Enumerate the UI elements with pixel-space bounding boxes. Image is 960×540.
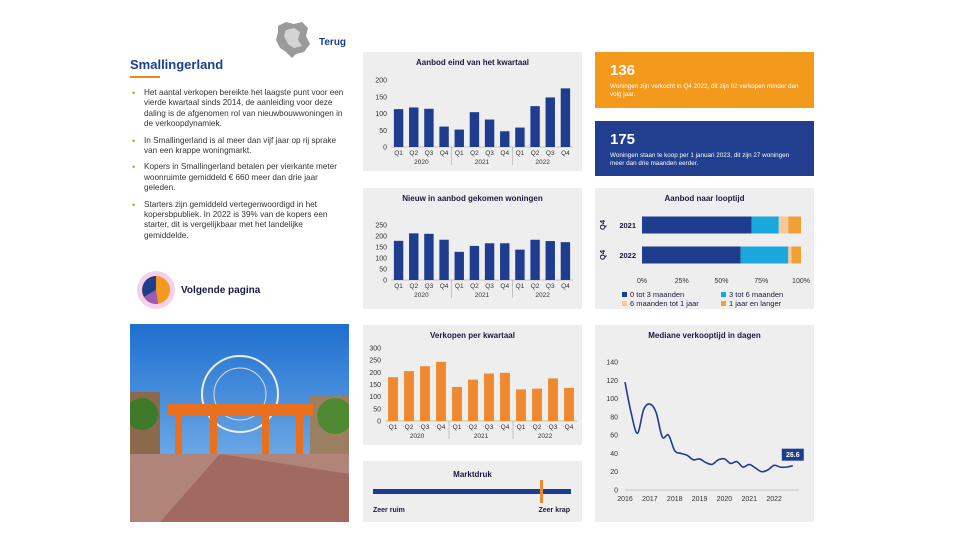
x-tick-label: Q2 — [468, 424, 478, 431]
stacked-bar-segment — [642, 247, 741, 264]
chart-verkopen — [363, 325, 582, 445]
y-tick-label: 50 — [379, 266, 387, 274]
x-tick-label: Q2 — [409, 150, 419, 157]
stacked-bar-segment — [791, 247, 801, 264]
x-group-label: 2020 — [414, 292, 429, 299]
chart-title-looptijd: Aanbod naar looptijd — [664, 194, 745, 203]
bar — [452, 387, 462, 421]
bar — [424, 234, 433, 280]
x-tick-label: Q2 — [470, 283, 479, 290]
x-tick-label: Q4 — [439, 150, 449, 157]
legend-item — [622, 290, 684, 299]
legend-swatch — [622, 292, 627, 297]
y-tick-label: 200 — [375, 77, 387, 85]
x-tick-label: Q3 — [548, 424, 558, 431]
bar — [516, 389, 526, 421]
x-tick-label: Q4 — [500, 283, 510, 290]
x-tick-label: Q4 — [561, 150, 570, 157]
x-tick-label: Q3 — [545, 150, 555, 157]
chart-title-aanbod: Aanbod eind van het kwartaal — [416, 58, 529, 67]
y-tick-label: 140 — [606, 359, 618, 367]
panel-aanbod — [363, 52, 582, 171]
x-tick-label: 25% — [674, 278, 689, 285]
quarter-label: Q4 — [598, 219, 607, 231]
kpi-te-koop-text: Woningen staan te koop per 1 januari 2023, dit zijn 27 woningen meer dan drie maanden eerder. — [610, 152, 790, 167]
y-tick-label: 100 — [375, 111, 387, 118]
stacked-bar-segment — [642, 217, 752, 234]
y-tick-label: 100 — [375, 255, 387, 263]
bullet-item: • Kopers in Smallingerland betalen per vierkante meter woonruimte gemiddeld € 660 meer dan drie jaar geleden. — [130, 162, 348, 193]
x-tick-label: Q1 — [388, 424, 398, 431]
x-tick-label: Q4 — [561, 283, 570, 290]
x-tick-label: Q2 — [530, 283, 540, 290]
marktdruk-right-label: Zeer krap — [538, 507, 570, 514]
panel-nieuw — [363, 188, 582, 309]
x-tick-label: 2019 — [691, 496, 708, 503]
title-underline — [130, 76, 160, 78]
x-group-label: 2022 — [535, 292, 550, 299]
series-line — [625, 382, 793, 472]
city-square-image — [130, 324, 349, 522]
x-tick-label: 50% — [714, 278, 729, 285]
x-tick-label: Q2 — [532, 424, 542, 431]
panel-verkooptijd — [595, 325, 814, 522]
panel-marktdruk — [363, 461, 582, 522]
y-tick-label: 0 — [614, 487, 618, 495]
next-page-label: Volgende pagina — [181, 285, 261, 296]
y-tick-label: 150 — [375, 244, 387, 252]
x-group-label: 2022 — [535, 159, 550, 166]
x-group-label: 2021 — [474, 159, 490, 166]
legend-swatch — [622, 301, 627, 306]
x-tick-label: Q3 — [484, 424, 494, 431]
last-value-label: 26.6 — [785, 452, 800, 460]
x-tick-label: Q3 — [424, 283, 434, 290]
bar — [455, 252, 464, 280]
bar — [500, 243, 509, 280]
x-tick-label: Q3 — [485, 150, 494, 157]
chart-title-verkopen: Verkopen per kwartaal — [430, 331, 515, 340]
y-tick-label: 0 — [383, 277, 387, 285]
bar — [532, 389, 542, 421]
y-tick-label: 80 — [610, 414, 618, 422]
x-group-label: 2021 — [474, 292, 490, 299]
y-tick-label: 50 — [379, 127, 387, 135]
y-tick-label: 60 — [610, 432, 618, 440]
bar — [500, 131, 509, 147]
x-tick-label: Q4 — [439, 283, 449, 290]
x-tick-label: Q3 — [485, 283, 494, 290]
bar — [548, 378, 558, 421]
x-tick-label: 2018 — [666, 496, 683, 503]
bar — [500, 373, 510, 421]
x-tick-label: Q1 — [452, 424, 462, 431]
legend-swatch — [721, 301, 726, 306]
x-tick-label: Q2 — [470, 150, 479, 157]
bar — [561, 88, 570, 147]
row-label: 2021 — [619, 221, 636, 230]
kpi-verkocht-text: Woningen zijn verkocht in Q4 2022, dit zijn 62 verkopen minder dan volg jaar. — [610, 83, 799, 98]
x-tick-label: Q1 — [454, 283, 464, 290]
chart-title-verkooptijd: Mediane verkooptijd in dagen — [648, 331, 761, 340]
next-page-button[interactable] — [136, 270, 286, 310]
x-tick-label: Q3 — [545, 283, 555, 290]
bar — [515, 128, 524, 147]
x-tick-label: 75% — [754, 278, 769, 285]
bar — [561, 242, 570, 280]
x-tick-label: Q4 — [564, 424, 574, 431]
x-group-label: 2021 — [473, 433, 489, 440]
bar — [394, 109, 403, 147]
bullet-item: • In Smallingerland is al meer dan vijf jaar op rij sprake van een krappe woningmarkt. — [130, 136, 348, 157]
y-tick-label: 150 — [375, 94, 387, 102]
x-tick-label: Q1 — [515, 150, 525, 157]
bar — [409, 233, 418, 280]
page-title: Smallingerland — [130, 57, 224, 72]
bar — [470, 112, 479, 147]
x-tick-label: Q1 — [515, 283, 525, 290]
legend-label: 1 jaar en langer — [729, 299, 782, 308]
legend-item — [622, 299, 699, 308]
back-link[interactable]: Terug — [319, 37, 347, 48]
bar — [530, 240, 539, 280]
x-tick-label: 2022 — [766, 496, 782, 503]
panel-looptijd — [595, 188, 814, 309]
bar — [439, 127, 448, 147]
x-tick-label: 2020 — [716, 496, 733, 503]
x-tick-label: Q2 — [409, 283, 419, 290]
y-tick-label: 0 — [383, 144, 387, 152]
bar — [404, 371, 414, 421]
x-group-label: 2020 — [414, 159, 429, 166]
x-tick-label: Q2 — [404, 424, 414, 431]
panel-verkopen — [363, 325, 582, 445]
y-tick-label: 250 — [369, 357, 381, 365]
bar — [515, 250, 524, 280]
x-tick-label: Q4 — [436, 424, 446, 431]
x-group-label: 2020 — [409, 433, 425, 440]
city-photo — [130, 324, 349, 522]
legend-item — [721, 299, 781, 308]
legend-label: 6 maanden tot 1 jaar — [630, 299, 699, 308]
x-tick-label: Q4 — [500, 150, 510, 157]
pie-chart-icon — [136, 270, 176, 310]
y-tick-label: 0 — [377, 418, 381, 426]
y-tick-label: 200 — [369, 369, 381, 377]
bar — [485, 120, 494, 147]
bullet-item: • Starters zijn gemiddeld vertegenwoordigd in het kopersbpubliek. In 2022 is 39% van de kopers een starter, dit is vergelijkbaar met het landelijke gemiddelde. — [130, 200, 348, 242]
bar — [424, 109, 433, 147]
map-thumbnail[interactable] — [272, 18, 314, 60]
stacked-bar-segment — [779, 217, 789, 234]
x-tick-label: 2016 — [617, 496, 633, 503]
bar — [455, 130, 464, 147]
y-tick-label: 20 — [610, 469, 618, 477]
bullet-list — [130, 88, 348, 247]
legend-item — [721, 290, 783, 299]
x-tick-label: Q1 — [516, 424, 526, 431]
bar — [546, 241, 555, 280]
marktdruk-marker — [540, 480, 543, 503]
row-label: 2022 — [619, 251, 636, 260]
bar — [436, 362, 446, 421]
bar — [564, 388, 574, 421]
marktdruk-title: Marktdruk — [453, 470, 492, 479]
y-tick-label: 100 — [369, 394, 381, 402]
kpi-te-koop-value: 175 — [610, 131, 636, 148]
chart-title-nieuw: Nieuw in aanbod gekomen woningen — [402, 194, 543, 203]
x-tick-label: 100% — [792, 278, 810, 285]
y-tick-label: 100 — [606, 396, 618, 404]
y-tick-label: 40 — [610, 450, 618, 458]
kpi-verkocht — [595, 52, 814, 108]
quarter-label: Q4 — [598, 249, 607, 261]
y-tick-label: 50 — [373, 406, 381, 414]
stacked-bar-segment — [788, 217, 801, 234]
x-tick-label: Q3 — [424, 150, 434, 157]
x-tick-label: Q2 — [530, 150, 540, 157]
chart-verkooptijd — [595, 325, 814, 522]
bar — [439, 240, 448, 280]
x-tick-label: Q1 — [394, 150, 403, 157]
x-tick-label: 2021 — [741, 496, 758, 503]
legend-swatch — [721, 292, 726, 297]
stacked-bar-segment — [741, 247, 789, 264]
x-tick-label: Q4 — [500, 424, 510, 431]
marktdruk-left-label: Zeer ruim — [373, 507, 405, 514]
x-tick-label: Q1 — [394, 283, 403, 290]
bar — [394, 241, 403, 280]
x-tick-label: 0% — [636, 278, 648, 285]
bar — [484, 374, 494, 421]
map-icon — [272, 18, 314, 60]
y-tick-label: 150 — [369, 382, 381, 389]
bar — [409, 107, 418, 147]
x-tick-label: Q1 — [454, 150, 464, 157]
legend-label: 0 tot 3 maanden — [630, 290, 685, 299]
x-tick-label: Q3 — [420, 424, 430, 431]
kpi-verkocht-value: 136 — [610, 62, 636, 79]
x-group-label: 2022 — [537, 433, 553, 440]
y-tick-label: 120 — [606, 377, 618, 385]
y-tick-label: 200 — [375, 233, 387, 241]
legend-label: 3 tot 6 maanden — [729, 290, 784, 299]
bar — [485, 243, 494, 280]
bar — [546, 97, 555, 147]
chart-aanbod — [363, 52, 582, 171]
bar — [470, 246, 479, 280]
y-tick-label: 250 — [375, 222, 387, 230]
bullet-item: • Het aantal verkopen bereikte het laagste punt voor een vierde kwartaal sinds 2014, de aanleiding voor deze daling is de afgenomen rol van nieuwbouwwoningen in de verkoopdynamiek. — [130, 88, 348, 130]
bar — [388, 377, 398, 421]
x-tick-label: 2017 — [642, 496, 658, 503]
y-tick-label: 300 — [369, 345, 381, 353]
chart-nieuw — [363, 188, 582, 309]
stacked-bar-segment — [752, 217, 779, 234]
stacked-bar-segment — [788, 247, 791, 264]
bar — [530, 106, 539, 147]
bar — [468, 380, 478, 421]
bar — [420, 366, 430, 421]
kpi-te-koop — [595, 121, 814, 176]
